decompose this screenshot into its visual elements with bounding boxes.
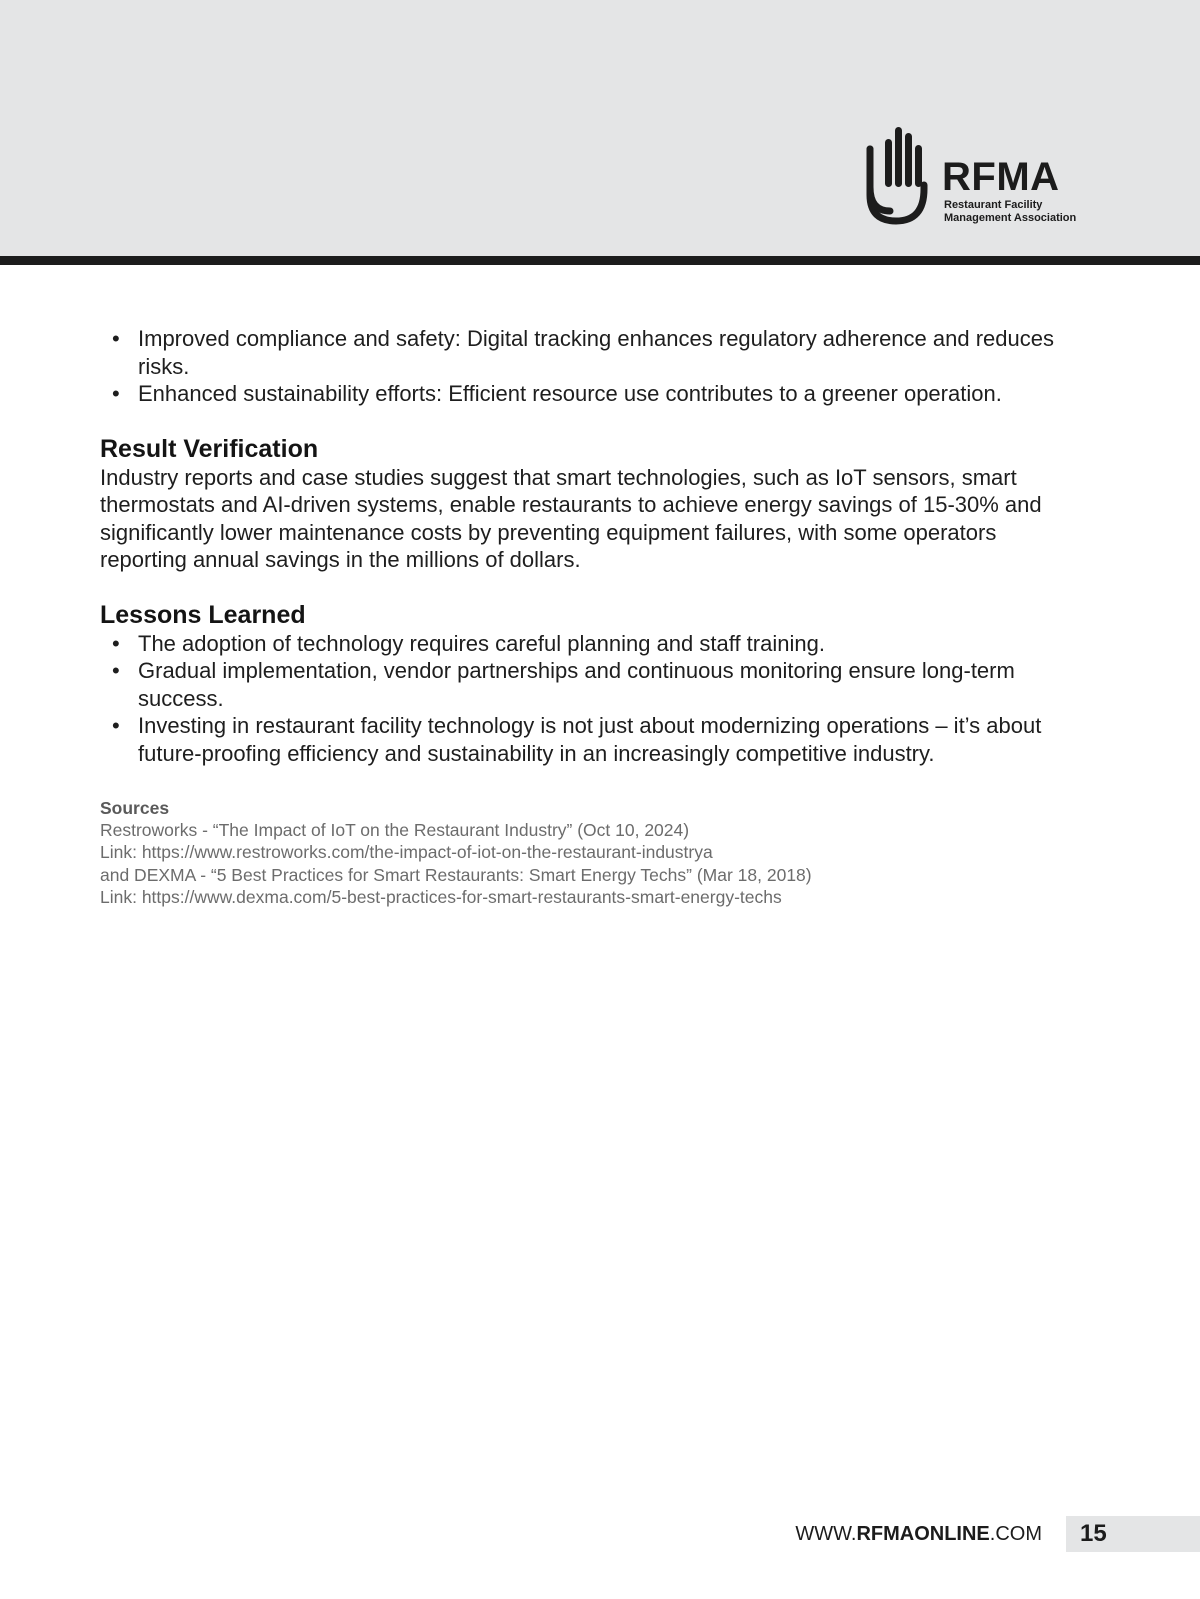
sources-block: [100, 797, 1080, 908]
source-line: and DEXMA - “5 Best Practices for Smart Restaurants: Smart Energy Techs” (Mar 18, 2018): [100, 864, 812, 885]
footer-url-bold: RFMAONLINE: [856, 1523, 990, 1545]
list-item: • The adoption of technology requires careful planning and staff training.: [110, 630, 1080, 658]
source-line: Restroworks - “The Impact of IoT on the Restaurant Industry” (Oct 10, 2024): [100, 820, 690, 841]
list-item: • Gradual implementation, vendor partnerships and continuous monitoring ensure long-term success.: [110, 657, 1080, 712]
source-link: Link: https://www.restroworks.com/the-impact-of-iot-on-the-restaurant-industrya: [100, 842, 713, 863]
footer-url-suffix: .COM: [989, 1523, 1042, 1545]
list-item: • Improved compliance and safety: Digital tracking enhances regulatory adherence and reduces risks.: [110, 325, 1080, 380]
footer-website: [760, 1522, 1042, 1546]
result-verification-paragraph: Industry reports and case studies suggest that smart technologies, such as IoT sensors, smart thermostats and AI-driven systems, enable restaurants to achieve energy savings of 15-30% and significantly lower maintenance costs by preventing equipment failures, with some operators reporting annual savings in the millions of dollars.: [100, 464, 1042, 572]
hand-logo-icon: [866, 127, 928, 225]
lessons-bullet-list: [110, 630, 1080, 768]
list-item: • Enhanced sustainability efforts: Efficient resource use contributes to a greener operation.: [110, 380, 1080, 408]
logo-tagline-line2: Management Association: [944, 212, 1077, 224]
list-item: • Investing in restaurant facility technology is not just about modernizing operations – it’s about future-proofing efficiency and sustainability in an increasingly competitive industry.: [110, 712, 1080, 767]
source-link: Link: https://www.dexma.com/5-best-practices-for-smart-restaurants-smart-energy-techs: [100, 886, 782, 907]
header-divider: [0, 256, 1200, 265]
footer-url-prefix: WWW.: [795, 1523, 857, 1545]
lessons-learned-heading: Lessons Learned: [100, 600, 306, 629]
rfma-logo: [866, 127, 1096, 227]
sources-heading: Sources: [100, 798, 170, 818]
logo-wordmark: RFMA: [942, 155, 1060, 199]
page-number-box: [1066, 1516, 1200, 1552]
page-number: 15: [1080, 1520, 1107, 1547]
article-content: [100, 325, 1080, 908]
intro-bullet-list: [110, 325, 1080, 408]
logo-tagline: [944, 199, 1104, 225]
logo-tagline-line1: Restaurant Facility: [944, 199, 1043, 211]
result-verification-heading: Result Verification: [100, 434, 319, 463]
